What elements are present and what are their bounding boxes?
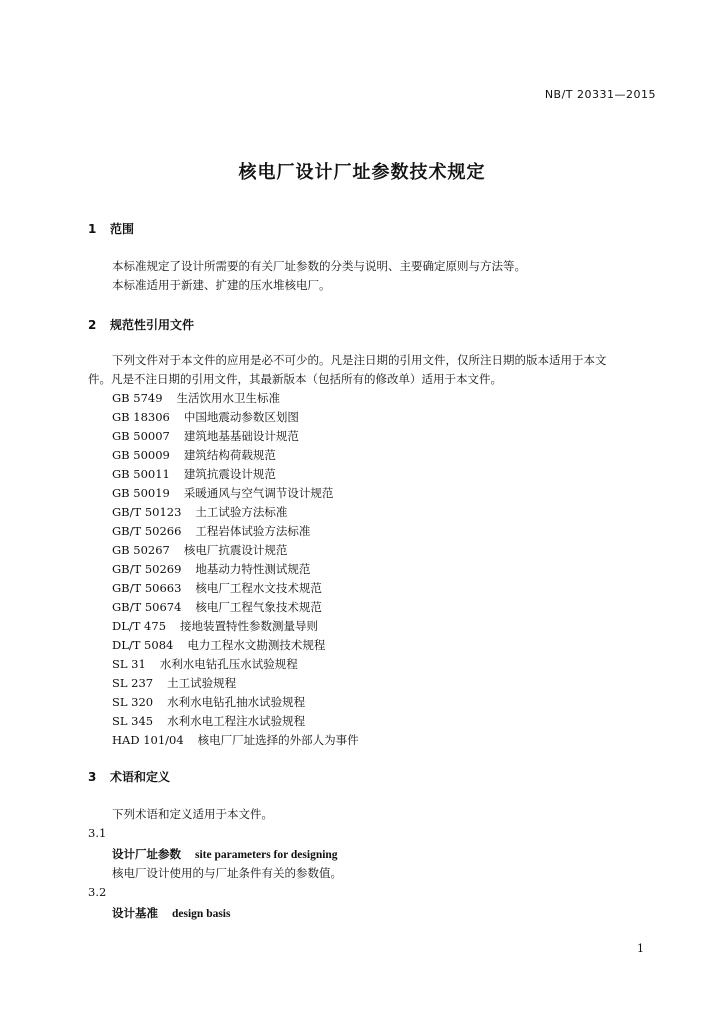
reference-item <box>112 447 276 463</box>
reference-item <box>112 561 310 577</box>
term-english: design basis <box>172 908 231 920</box>
reference-item <box>112 466 276 482</box>
terms-intro: 下列术语和定义适用于本文件。 <box>112 807 273 821</box>
reference-name: 核电厂工程气象技术规范 <box>195 600 322 614</box>
document-title: 核电厂设计厂址参数技术规定 <box>238 162 486 183</box>
reference-item <box>112 637 325 653</box>
term-number: 3.1 <box>88 826 107 840</box>
reference-name: 地基动力特性测试规范 <box>195 562 311 576</box>
term-english: site parameters for designing <box>195 849 338 861</box>
term-chinese: 设计厂址参数 <box>112 847 181 861</box>
reference-code: GB/T 50266 <box>112 524 182 538</box>
reference-name: 土工试验规程 <box>167 676 237 690</box>
reference-item <box>112 713 305 729</box>
reference-code: GB/T 50663 <box>112 581 182 595</box>
reference-name: 水利水电工程注水试验规程 <box>167 714 306 728</box>
reference-code: GB 5749 <box>112 391 163 405</box>
section-title: 规范性引用文件 <box>110 318 195 332</box>
section-title: 术语和定义 <box>110 770 171 784</box>
section-heading-terms <box>88 768 170 785</box>
reference-name: 水利水电钻孔抽水试验规程 <box>167 695 306 709</box>
reference-code: SL 320 <box>112 695 154 709</box>
reference-item <box>112 656 298 672</box>
reference-name: 土工试验方法标准 <box>195 505 288 519</box>
reference-name: 核电厂抗震设计规范 <box>183 543 288 557</box>
scope-paragraph-2: 本标准适用于新建、扩建的压水堆核电厂。 <box>112 278 331 292</box>
page-number: 1 <box>637 942 644 955</box>
reference-name: 中国地震动参数区划图 <box>183 410 299 424</box>
standard-code: NB/T 20331—2015 <box>544 88 656 101</box>
reference-code: GB 50019 <box>112 486 170 500</box>
section-title: 范围 <box>110 222 135 236</box>
reference-item <box>112 618 318 634</box>
reference-item <box>112 732 359 748</box>
reference-name: 核电厂厂址选择的外部人为事件 <box>197 733 359 747</box>
reference-code: GB 50009 <box>112 448 170 462</box>
section-heading-references <box>88 316 194 333</box>
reference-name: 工程岩体试验方法标准 <box>195 524 311 538</box>
term-entry <box>112 846 338 862</box>
reference-item <box>112 409 299 425</box>
scope-paragraph-1: 本标准规定了设计所需要的有关厂址参数的分类与说明、主要确定原则与方法等。 <box>112 259 526 273</box>
reference-code: DL/T 5084 <box>112 638 174 652</box>
reference-name: 建筑结构荷载规范 <box>183 448 276 462</box>
reference-name: 建筑地基基础设计规范 <box>183 429 299 443</box>
reference-item <box>112 675 236 691</box>
references-intro-line-1: 下列文件对于本文件的应用是必不可少的。凡是注日期的引用文件，仅所注日期的版本适用于本文 <box>112 353 607 367</box>
reference-item <box>112 485 333 501</box>
term-chinese: 设计基准 <box>112 906 158 920</box>
reference-name: 核电厂工程水文技术规范 <box>195 581 322 595</box>
reference-name: 接地装置特性参数测量导则 <box>180 619 319 633</box>
reference-code: GB 50011 <box>112 467 170 481</box>
reference-name: 电力工程水文勘测技术规程 <box>187 638 326 652</box>
reference-code: SL 31 <box>112 657 146 671</box>
reference-item <box>112 694 305 710</box>
reference-item <box>112 523 310 539</box>
reference-item <box>112 504 287 520</box>
term-entry <box>112 905 230 921</box>
reference-code: GB 18306 <box>112 410 170 424</box>
reference-code: SL 345 <box>112 714 154 728</box>
reference-code: GB 50267 <box>112 543 170 557</box>
reference-code: GB/T 50269 <box>112 562 182 576</box>
reference-name: 建筑抗震设计规范 <box>183 467 276 481</box>
references-intro-line-2: 件。凡是不注日期的引用文件，其最新版本（包括所有的修改单）适用于本文件。 <box>88 372 502 386</box>
term-definition: 核电厂设计使用的与厂址条件有关的参数值。 <box>112 866 342 880</box>
section-number: 1 <box>88 222 97 236</box>
section-heading-scope <box>88 220 134 237</box>
reference-name: 采暖通风与空气调节设计规范 <box>183 486 334 500</box>
reference-code: HAD 101/04 <box>112 733 184 747</box>
reference-item <box>112 599 322 615</box>
section-number: 2 <box>88 318 97 332</box>
reference-name: 水利水电钻孔压水试验规程 <box>159 657 298 671</box>
reference-item <box>112 580 322 596</box>
reference-code: GB/T 50123 <box>112 505 182 519</box>
reference-code: SL 237 <box>112 676 154 690</box>
section-number: 3 <box>88 770 97 784</box>
reference-code: GB 50007 <box>112 429 170 443</box>
reference-name: 生活饮用水卫生标准 <box>176 391 281 405</box>
reference-item <box>112 428 299 444</box>
reference-item <box>112 390 280 406</box>
reference-item <box>112 542 287 558</box>
reference-code: GB/T 50674 <box>112 600 182 614</box>
term-number: 3.2 <box>88 885 107 899</box>
reference-code: DL/T 475 <box>112 619 167 633</box>
